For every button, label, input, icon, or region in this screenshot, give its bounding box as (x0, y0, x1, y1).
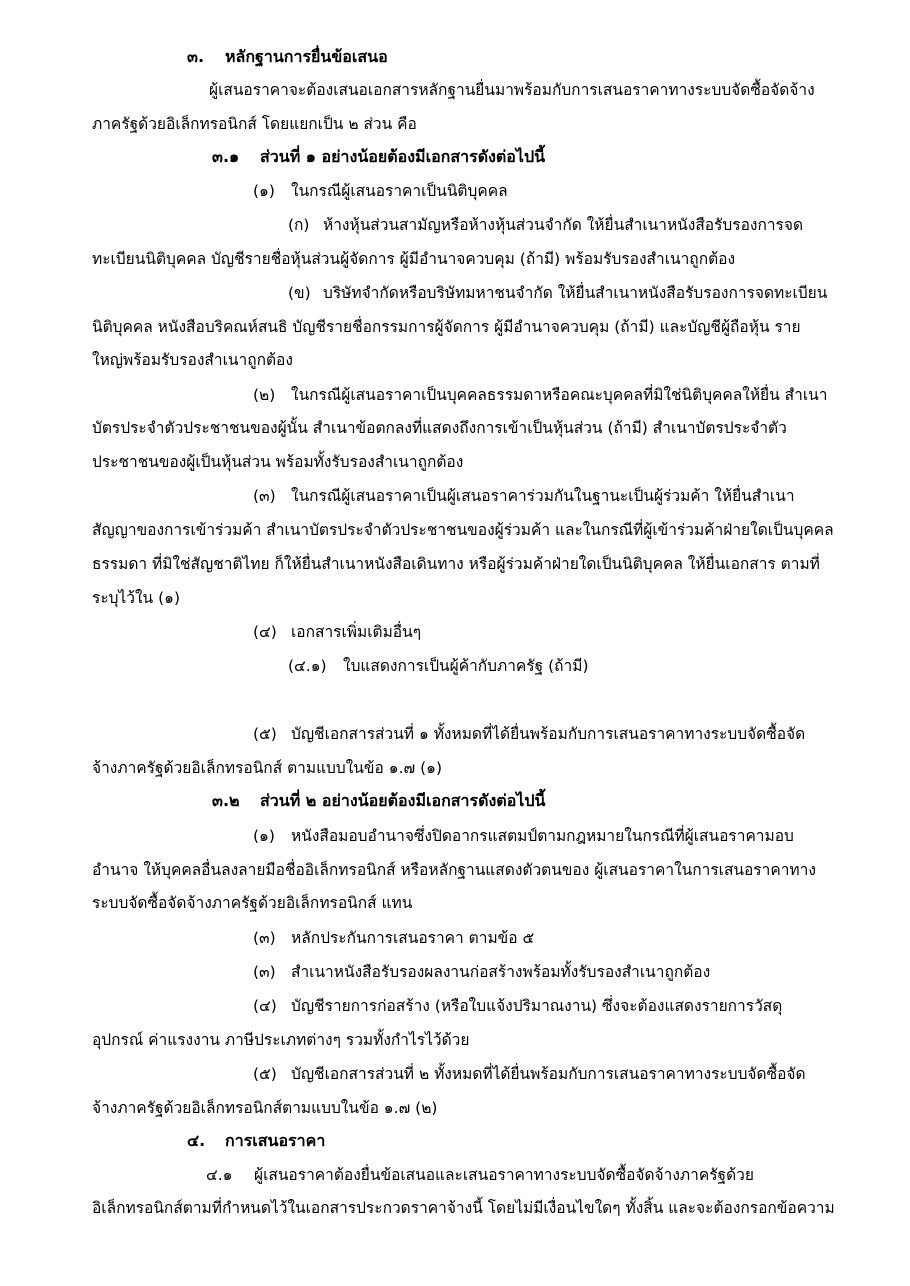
paragraph-line: ภาครัฐด้วยอิเล็กทรอนิกส์ โดยแยกเป็น ๒ ส่วน คือ (92, 115, 417, 133)
section-4-heading (187, 1130, 325, 1152)
item-text: เอกสารเพิ่มเติมอื่นๆ (291, 623, 422, 641)
item-text: ในกรณีผู้เสนอราคาเป็นนิติบุคคล (291, 182, 508, 200)
item-number: (๔) (253, 623, 277, 641)
item-text: บริษัทจำกัดหรือบริษัทมหาชนจำกัด ให้ยื่นสำเนาหนังสือรับรองการจดทะเบียน (323, 284, 828, 302)
item-text: บัญชีเอกสารส่วนที่ ๒ ทั้งหมดที่ได้ยื่นพร้อมกับการเสนอราคาทางระบบจัดซื้อจัด (291, 1065, 806, 1083)
paragraph-line: สัญญาของการเข้าร่วมค้า สำเนาบัตรประจำตัวประชาชนของผู้ร่วมค้า และในกรณีที่ผู้เข้าร่วมค้าฝ่ายใดเป็นบุคคล (92, 521, 834, 539)
subsection-title: ส่วนที่ ๒ อย่างน้อยต้องมีเอกสารดังต่อไปนี้ (260, 791, 546, 810)
item-text: บัญชีเอกสารส่วนที่ ๑ ทั้งหมดที่ได้ยื่นพร้อมกับการเสนอราคาทางระบบจัดซื้อจัด (291, 725, 806, 743)
item-text: ใบแสดงการเป็นผู้ค้ากับภาครัฐ (ถ้ามี) (343, 657, 589, 675)
item-number: (๒) (253, 386, 276, 404)
item-number: (ก) (288, 216, 310, 234)
paragraph-line: ใหญ่พร้อมรับรองสำเนาถูกต้อง (92, 351, 293, 369)
paragraph-line: อิเล็กทรอนิกส์ตามที่กำหนดไว้ในเอกสารประกวดราคาจ้างนี้ โดยไม่มีเงื่อนไขใดๆ ทั้งสิ้น และจะต้องกรอกข้อความ (92, 1199, 835, 1217)
paragraph-line: ธรรมดา ที่มิใช่สัญชาติไทย ก็ให้ยื่นสำเนาหนังสือเดินทาง หรือผู้ร่วมค้าฝ่ายใดเป็นนิติบุคคล ให้ยื่นเอกสาร ตามที่ (92, 555, 820, 573)
list-item (253, 995, 782, 1017)
item-number: (๕) (253, 1065, 277, 1083)
item-text: ในกรณีผู้เสนอราคาเป็นผู้เสนอราคาร่วมกันในฐานะเป็นผู้ร่วมค้า ให้ยื่นสำเนา (291, 487, 795, 505)
item-number: (๓) (253, 929, 276, 947)
item-text: หลักประกันการเสนอราคา ตามข้อ ๕ (291, 929, 535, 947)
subsection-number: ๓.๑ (212, 147, 240, 166)
list-item (253, 825, 794, 847)
list-item (253, 180, 508, 202)
paragraph-line: จ้างภาครัฐด้วยอิเล็กทรอนิกส์ตามแบบในข้อ ๑.๗ (๒) (92, 1099, 438, 1117)
item-text: สำเนาหนังสือรับรองผลงานก่อสร้างพร้อมทั้งรับรองสำเนาถูกต้อง (291, 963, 711, 981)
paragraph-line: อำนาจ ให้บุคคลอื่นลงลายมือชื่ออิเล็กทรอนิกส์ หรือหลักฐานแสดงตัวตนของ ผู้เสนอราคาในการเสนอราคาทาง (92, 861, 816, 879)
paragraph-line: ผู้เสนอราคาจะต้องเสนอเอกสารหลักฐานยื่นมาพร้อมกับการเสนอราคาทางระบบจัดซื้อจัดจ้าง (209, 81, 815, 99)
item-text: หนังสือมอบอำนาจซึ่งปิดอากรแสตมป์ตามกฎหมายในกรณีที่ผู้เสนอราคามอบ (291, 827, 794, 845)
paragraph-line: ระบบจัดซื้อจัดจ้างภาครัฐด้วยอิเล็กทรอนิกส์ แทน (92, 894, 413, 912)
item-text: บัญชีรายการก่อสร้าง (หรือใบแจ้งปริมาณงาน) ซึ่งจะต้องแสดงรายการวัสดุ (291, 997, 783, 1015)
subsection-number: ๓.๒ (212, 791, 240, 810)
subsection-3-1-heading (212, 146, 545, 168)
item-number: (๑) (253, 827, 275, 845)
item-text: ห้างหุ้นส่วนสามัญหรือห้างหุ้นส่วนจำกัด ให้ยื่นสำเนาหนังสือรับรองการจด (323, 216, 804, 234)
list-item (253, 1063, 806, 1085)
sub-item (288, 214, 803, 236)
paragraph-line: จ้างภาครัฐด้วยอิเล็กทรอนิกส์ ตามแบบในข้อ ๑.๗ (๑) (92, 759, 443, 777)
subsection-3-2-heading (212, 790, 545, 812)
item-number: (๔.๑) (288, 657, 327, 675)
item-number: (๔) (253, 997, 277, 1015)
list-item (253, 961, 710, 983)
paragraph-line: อุปกรณ์ ค่าแรงงาน ภาษีประเภทต่างๆ รวมทั้งกำไรไว้ด้วย (92, 1031, 470, 1049)
item-number: (๑) (253, 182, 275, 200)
paragraph-line: ทะเบียนนิติบุคคล บัญชีรายชื่อหุ้นส่วนผู้จัดการ ผู้มีอำนาจควบคุม (ถ้ามี) พร้อมรับรองสำเนาถูกต้อง (92, 250, 736, 268)
item-number: (๕) (253, 725, 277, 743)
section-number: ๔. (187, 1131, 206, 1150)
item-number: (๓) (253, 487, 276, 505)
item-number: (ข) (288, 284, 311, 302)
subsection-title: ส่วนที่ ๑ อย่างน้อยต้องมีเอกสารดังต่อไปนี้ (260, 147, 546, 166)
list-item (253, 485, 795, 507)
paragraph-line: ประชาชนของผู้เป็นหุ้นส่วน พร้อมทั้งรับรองสำเนาถูกต้อง (92, 453, 464, 471)
list-item (253, 927, 534, 949)
list-item (253, 621, 421, 643)
paragraph-line: บัตรประจำตัวประชาชนของผู้นั้น สำเนาข้อตกลงที่แสดงถึงการเข้าเป็นหุ้นส่วน (ถ้ามี) สำเนาบัตรประจำตัว (92, 419, 787, 437)
section-3-heading (187, 46, 388, 68)
section-number: ๓. (187, 47, 205, 66)
list-item (253, 723, 805, 745)
sub-item (288, 655, 589, 677)
paragraph-line: นิติบุคคล หนังสือบริคณห์สนธิ บัญชีรายชื่อกรรมการผู้จัดการ ผู้มีอำนาจควบคุม (ถ้ามี) และบัญชีผู้ถือหุ้น ราย (92, 318, 801, 336)
paragraph-line: ระบุไว้ใน (๑) (92, 589, 181, 607)
list-item (253, 384, 827, 406)
list-item (206, 1164, 754, 1186)
item-text: ผู้เสนอราคาต้องยื่นข้อเสนอและเสนอราคาทางระบบจัดซื้อจัดจ้างภาครัฐด้วย (254, 1166, 754, 1184)
sub-item (288, 282, 827, 304)
section-title: หลักฐานการยื่นข้อเสนอ (225, 47, 388, 66)
item-number: (๓) (253, 963, 276, 981)
item-number: ๔.๑ (206, 1166, 233, 1184)
item-text: ในกรณีผู้เสนอราคาเป็นบุคคลธรรมดาหรือคณะบุคคลที่มิใช่นิติบุคคลให้ยื่น สำเนา (291, 386, 828, 404)
section-title: การเสนอราคา (225, 1131, 326, 1150)
